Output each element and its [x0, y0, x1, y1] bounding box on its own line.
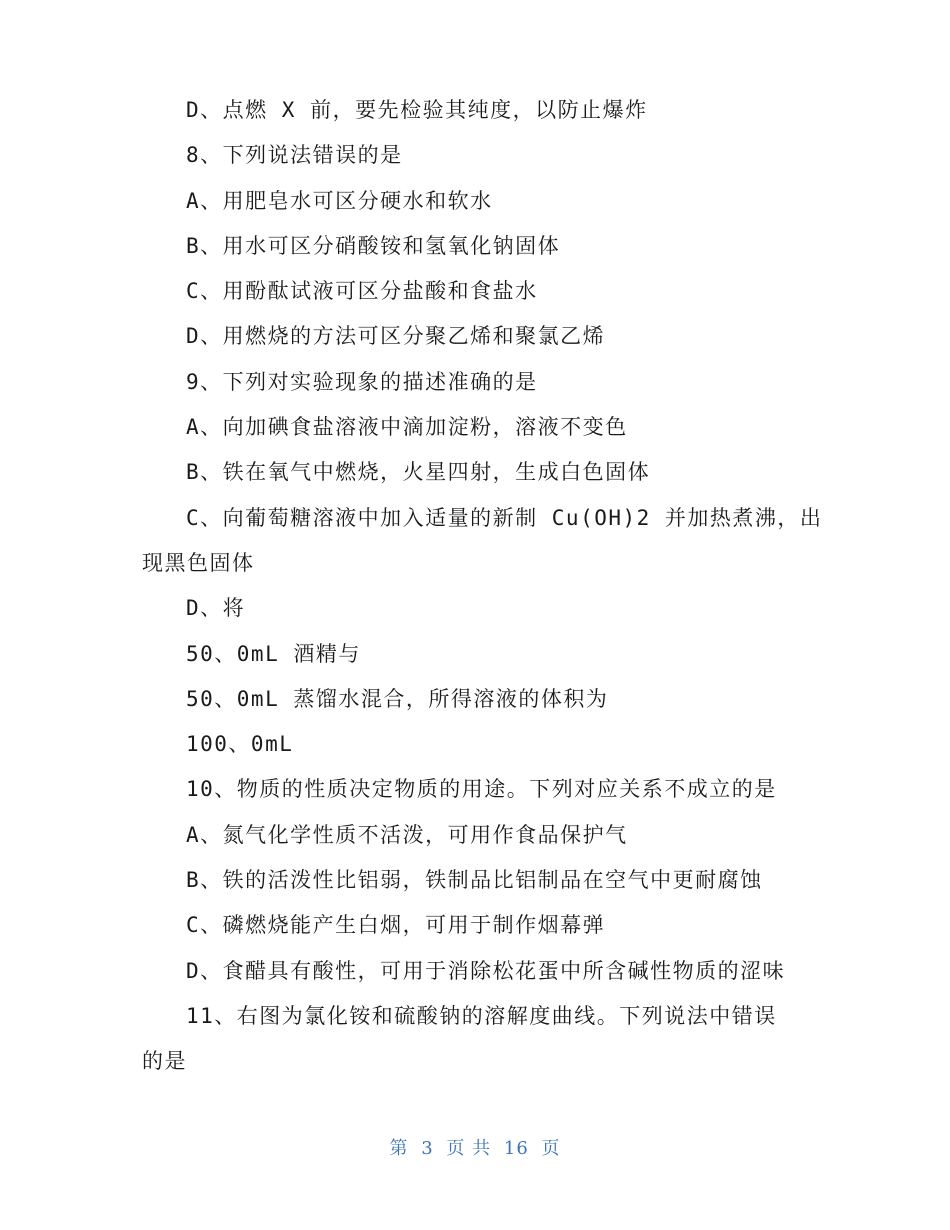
footer-total-pages: 16 [503, 1138, 529, 1159]
option-c-q9-continued: 现黑色固体 [142, 550, 255, 575]
question-11: 11、右图为氯化铵和硫酸钠的溶解度曲线。下列说法中错误 [186, 1003, 777, 1028]
footer-middle: 页 共 [446, 1138, 492, 1159]
option-b-q9: B、铁在氧气中燃烧，火星四射，生成白色固体 [186, 460, 651, 485]
question-9: 9、下列对实验现象的描述准确的是 [186, 369, 538, 394]
page-footer [0, 1134, 950, 1160]
footer-page-number: 3 [421, 1138, 434, 1159]
option-d-q9: D、将 [186, 596, 246, 621]
option-d-q9-line2: 50、0mL 酒精与 [186, 641, 361, 666]
question-10: 10、物质的性质决定物质的用途。下列对应关系不成立的是 [186, 777, 777, 802]
option-d-q9-line3: 50、0mL 蒸馏水混合，所得溶液的体积为 [186, 686, 609, 711]
option-d-q9-line4: 100、0mL [186, 732, 294, 757]
footer-suffix: 页 [541, 1138, 561, 1159]
option-d-q10: D、食醋具有酸性，可用于消除松花蛋中所含碱性物质的涩味 [186, 958, 786, 983]
page-content [142, 88, 823, 1085]
option-d-q8: D、用燃烧的方法可区分聚乙烯和聚氯乙烯 [186, 324, 606, 349]
option-b-q8: B、用水可区分硝酸铵和氢氧化钠固体 [186, 233, 561, 258]
option-a-q10: A、氮气化学性质不活泼，可用作食品保护气 [186, 822, 628, 847]
option-c-q8: C、用酚酞试液可区分盐酸和食盐水 [186, 279, 538, 304]
option-c-q9: C、向葡萄糖溶液中加入适量的新制 Cu(OH)2 并加热煮沸，出 [186, 505, 823, 530]
option-d-q7: D、点燃 X 前，要先检验其纯度，以防止爆炸 [186, 98, 648, 122]
footer-prefix: 第 [389, 1138, 409, 1159]
option-b-q10: B、铁的活泼性比铝弱，铁制品比铝制品在空气中更耐腐蚀 [186, 868, 763, 893]
option-a-q8: A、用肥皂水可区分硬水和软水 [186, 188, 493, 213]
question-11-continued: 的是 [142, 1049, 187, 1074]
question-8: 8、下列说法错误的是 [186, 143, 403, 168]
option-c-q10: C、磷燃烧能产生白烟，可用于制作烟幕弹 [186, 913, 606, 938]
option-a-q9: A、向加碘食盐溶液中滴加淀粉，溶液不变色 [186, 415, 628, 440]
